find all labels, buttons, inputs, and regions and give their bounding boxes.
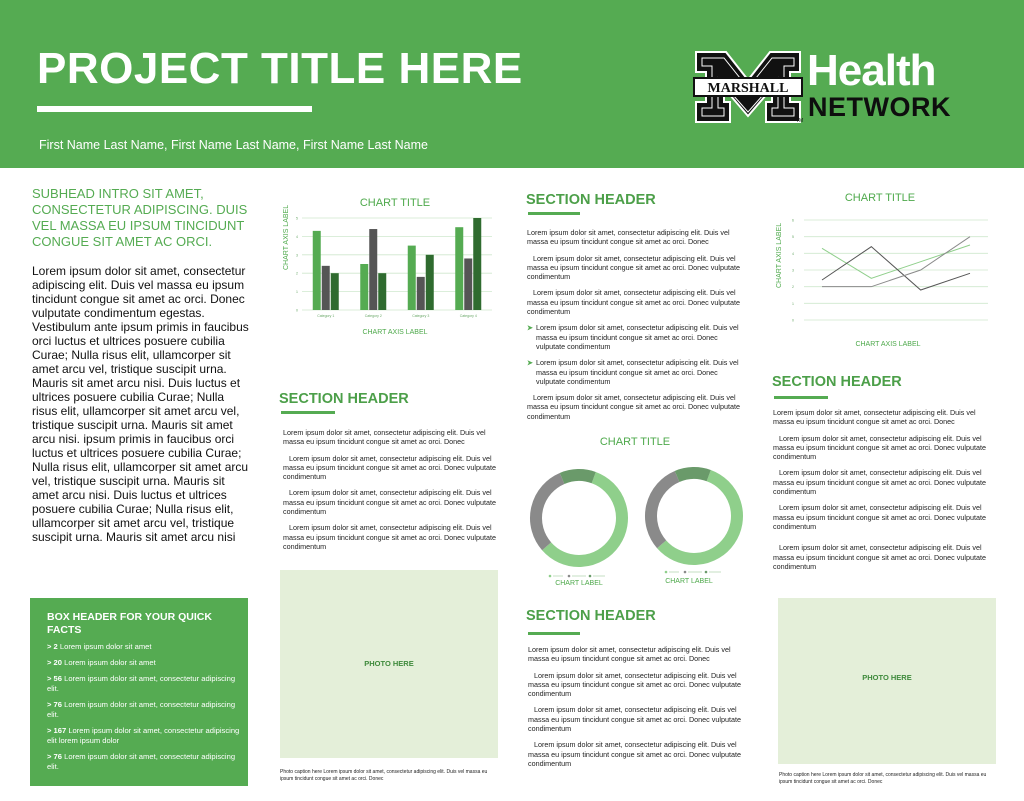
fact-item — [47, 700, 242, 720]
bar-chart — [280, 212, 500, 324]
line-chart-y-tick: 3 — [792, 268, 794, 273]
fact-item — [47, 658, 242, 668]
section-body-mid — [283, 428, 497, 558]
fact-text: Lorem ipsum dolor sit amet, consectetur adipiscing elit. — [47, 700, 236, 719]
bar-chart-category-label: Category 2 — [364, 314, 382, 318]
fact-item — [47, 752, 242, 772]
paragraph: Lorem ipsum dolor sit amet, consectetur adipiscing elit. Duis vel massa eu ipsum tincidunt congue sit amet ac orci. Donec vulputate condimentum — [527, 288, 740, 317]
fact-text: Lorem ipsum dolor sit amet, consectetur adipiscing elit lorem ipsum dolor — [47, 726, 240, 745]
line-chart — [784, 212, 992, 332]
line-chart-title: CHART TITLE — [844, 192, 916, 204]
fact-text: Lorem ipsum dolor sit amet — [57, 642, 152, 651]
donut-2-label: CHART LABEL — [665, 578, 713, 585]
section-header-top-center: SECTION HEADER — [526, 192, 656, 208]
photo-label: PHOTO HERE — [862, 673, 912, 682]
section-body-bottom-center — [528, 645, 742, 775]
bar-chart-y-tick: 0 — [296, 308, 298, 313]
section-header-right: SECTION HEADER — [772, 374, 902, 390]
fact-number: > 2 — [47, 642, 58, 651]
paragraph: Lorem ipsum dolor sit amet, consectetur adipiscing elit. Duis vel massa eu ipsum tincidunt congue sit amet ac orci. Donec vulputate condimentum — [527, 253, 740, 282]
donut-slice — [562, 475, 594, 478]
photo-placeholder-right — [778, 598, 996, 764]
line-chart-y-tick: 5 — [792, 235, 794, 240]
donut-slice — [547, 478, 622, 561]
bar-chart-category-label: Category 1 — [317, 314, 335, 318]
donut-chart-title: CHART TITLE — [599, 436, 671, 448]
paragraph: Lorem ipsum dolor sit amet, consectetur adipiscing elit. Duis vel massa eu ipsum tincidunt congue sit amet ac orci. Donec vulputate condimentum — [527, 393, 740, 421]
marshall-health-logo — [692, 46, 977, 126]
bar-chart-title: CHART TITLE — [359, 197, 431, 209]
arrow-bullet-icon: ➤ — [527, 323, 534, 333]
bar-chart-y-tick: 4 — [296, 234, 298, 239]
line-chart-y-tick: 1 — [792, 301, 794, 306]
bar — [417, 277, 425, 310]
paragraph: Lorem ipsum dolor sit amet, consectetur adipiscing elit. Duis vel massa eu ipsum tincidunt congue sit amet ac orci. Donec — [283, 428, 486, 447]
paragraph: Lorem ipsum dolor sit amet, consectetur adipiscing elit. Duis vel massa eu ipsum tincidunt congue sit amet ac orci. Donec vulputate condimentum — [773, 468, 986, 497]
bar — [464, 258, 472, 310]
bar-chart-y-tick: 1 — [296, 290, 298, 295]
donut-1-legend-icon — [548, 574, 610, 578]
paragraph: Lorem ipsum dolor sit amet, consectetur adipiscing elit. Duis vel massa eu ipsum tincidunt congue sit amet ac orci. Donec vulputate condimentum — [283, 523, 496, 551]
section-header-bottom-center: SECTION HEADER — [526, 608, 656, 624]
bar-chart-y-tick: 2 — [296, 271, 298, 276]
fact-number: > 167 — [47, 726, 67, 735]
line-chart-y-tick: 0 — [792, 318, 794, 323]
title-underline — [37, 106, 312, 112]
paragraph: Lorem ipsum dolor sit amet, consectetur adipiscing elit. Duis vel massa eu ipsum tincidunt congue sit amet ac orci. Donec vulputate condimentum — [773, 433, 986, 462]
donut-chart-1 — [527, 466, 631, 570]
line-chart-y-tick: 6 — [792, 218, 794, 223]
photo-caption-left: Photo caption here Lorem ipsum dolor sit amet, consectetur adipiscing elit. Duis vel massa eu ipsum tincidunt congue sit amet ac orci. Donec — [280, 769, 488, 782]
bar — [455, 227, 463, 310]
bullet-item — [527, 358, 741, 386]
intro-body: Lorem ipsum dolor sit amet, consectetur adipiscing elit. Duis vel massa eu ipsum tincidunt congue sit amet ac orci. Donec vulputate condimentum egestas. Vestibulum ante ipsum primis in faucibus orci luctus et ultrices posuere cubilia Curae; Nulla risus elit, ullamcorper sit amet arcu vel, tristique suscipit urna. Mauris sit amet arcu nisi. Duis luctus et ultrices posuere cubilia Curae; Nulla risus elit, ullamcorper sit amet arcu vel, tristique suscipit urna. Mauris sit amet arcu nisi. ipsum primis in faucibus orci luctus et ultrices posuere cubilia Curae; Nulla risus elit, ullamcorper sit amet arcu vel, tristique suscipit urna. Mauris sit amet arcu nisi. Duis luctus et ultrices posuere cubilia Curae; Nulla risus elit, ullamcorper sit amet arcu vel, tristique suscipit urna. Mauris sit amet arcu nisi — [32, 264, 249, 544]
section-rule-top-center — [528, 212, 580, 215]
bar-chart-category-label: Category 3 — [412, 314, 430, 318]
section-header-mid: SECTION HEADER — [279, 391, 409, 407]
bar — [331, 273, 339, 310]
section-rule-bottom-center — [528, 632, 580, 635]
bar — [313, 231, 321, 310]
line-series — [822, 245, 970, 278]
bar — [378, 273, 386, 310]
paragraph: Lorem ipsum dolor sit amet, consectetur adipiscing elit. Duis vel massa eu ipsum tincidunt congue sit amet ac orci. Donec vulputate condimentum — [283, 488, 496, 517]
project-title: PROJECT TITLE HERE — [37, 44, 523, 93]
bar-chart-y-tick: 5 — [296, 216, 298, 221]
paragraph: Lorem ipsum dolor sit amet, consectetur adipiscing elit. Duis vel massa eu ipsum tincidunt congue sit amet ac orci. Donec vulputate condimentum — [773, 543, 986, 571]
fact-number: > 76 — [47, 700, 62, 709]
bar-chart-y-tick: 3 — [296, 253, 298, 258]
donut-slice — [651, 476, 677, 544]
photo-placeholder-left — [280, 570, 498, 758]
fact-number: > 56 — [47, 674, 62, 683]
line-chart-y-tick: 2 — [792, 285, 794, 290]
donut-1-label: CHART LABEL — [555, 580, 603, 587]
logo-network-text: NETWORK — [808, 92, 951, 122]
section-rule-mid — [281, 411, 335, 414]
author-list: First Name Last Name, First Name Last Name, First Name Last Name — [39, 138, 428, 152]
section-body-right — [773, 408, 991, 578]
bullet-text: Lorem ipsum dolor sit amet, consectetur adipiscing elit. Duis vel massa eu ipsum tincidunt congue sit amet ac orci. Donec vulputate condimentum — [536, 358, 739, 386]
paragraph: Lorem ipsum dolor sit amet, consectetur adipiscing elit. Duis vel massa eu ipsum tincidunt congue sit amet ac orci. Donec vulputate condimentum — [283, 453, 496, 482]
bar — [426, 255, 434, 310]
marshall-m-logo-icon — [692, 50, 804, 124]
section-body-top-center — [527, 228, 741, 428]
bar — [322, 266, 330, 310]
section-rule-right — [774, 396, 828, 399]
bar-chart-y-label: CHART AXIS LABEL — [283, 204, 290, 270]
fact-text: Lorem ipsum dolor sit amet, consectetur adipiscing elit. — [47, 752, 236, 771]
quick-facts-box — [30, 598, 248, 786]
bullet-item — [527, 323, 741, 351]
photo-label: PHOTO HERE — [364, 659, 414, 668]
paragraph: Lorem ipsum dolor sit amet, consectetur adipiscing elit. Duis vel massa eu ipsum tincidunt congue sit amet ac orci. Donec — [528, 645, 731, 664]
bar — [473, 218, 481, 310]
donut-slice — [536, 478, 562, 546]
quick-facts-header: BOX HEADER FOR YOUR QUICK FACTS — [47, 611, 212, 636]
line-chart-y-tick: 4 — [792, 251, 794, 256]
bar-chart-x-label: CHART AXIS LABEL — [362, 329, 428, 336]
intro-subhead: SUBHEAD INTRO SIT AMET, CONSECTETUR ADIPISCING. DUIS VEL MASSA EU IPSUM TINCIDUNT CONGUE SIT AMET AC ORCI. — [32, 186, 248, 249]
fact-text: Lorem ipsum dolor sit amet — [62, 658, 156, 667]
paragraph: Lorem ipsum dolor sit amet, consectetur adipiscing elit. Duis vel massa eu ipsum tincidunt congue sit amet ac orci. Donec vulputate condimentum — [528, 670, 741, 699]
paragraph: Lorem ipsum dolor sit amet, consectetur adipiscing elit. Duis vel massa eu ipsum tincidunt congue sit amet ac orci. Donec vulputate condimentum — [773, 503, 986, 531]
logo-mark-text: MARSHALL — [707, 81, 789, 96]
bar-chart-category-label: Category 4 — [459, 314, 477, 318]
fact-number: > 20 — [47, 658, 62, 667]
quick-facts-list — [47, 642, 242, 778]
donut-2-legend-icon — [664, 570, 726, 574]
fact-text: Lorem ipsum dolor sit amet, consectetur adipiscing elit. — [47, 674, 236, 693]
fact-item — [47, 642, 242, 652]
fact-item — [47, 726, 242, 746]
fact-number: > 76 — [47, 752, 62, 761]
paragraph: Lorem ipsum dolor sit amet, consectetur adipiscing elit. Duis vel massa eu ipsum tincidunt congue sit amet ac orci. Donec — [527, 228, 730, 247]
line-chart-x-label: CHART AXIS LABEL — [855, 341, 921, 348]
photo-caption-right: Photo caption here Lorem ipsum dolor sit amet, consectetur adipiscing elit. Duis vel massa eu ipsum tincidunt congue sit amet ac orci. Donec — [779, 772, 987, 785]
bar — [408, 246, 416, 310]
paragraph: Lorem ipsum dolor sit amet, consectetur adipiscing elit. Duis vel massa eu ipsum tincidunt congue sit amet ac orci. Donec vulputate condimentum — [528, 705, 741, 734]
line-chart-y-label: CHART AXIS LABEL — [776, 222, 783, 288]
donut-slice — [662, 476, 737, 559]
paragraph: Lorem ipsum dolor sit amet, consectetur adipiscing elit. Duis vel massa eu ipsum tincidunt congue sit amet ac orci. Donec — [773, 408, 976, 427]
bullet-text: Lorem ipsum dolor sit amet, consectetur adipiscing elit. Duis vel massa eu ipsum tincidunt congue sit amet ac orci. Donec vulputate condimentum — [536, 323, 739, 351]
logo-health-text: Health — [807, 46, 936, 95]
arrow-bullet-icon: ➤ — [527, 358, 534, 368]
paragraph: Lorem ipsum dolor sit amet, consectetur adipiscing elit. Duis vel massa eu ipsum tincidunt congue sit amet ac orci. Donec vulputate condimentum — [528, 740, 741, 768]
donut-slice — [677, 473, 709, 476]
bar — [369, 229, 377, 310]
bar — [360, 264, 368, 310]
donut-chart-2 — [642, 464, 746, 568]
fact-item — [47, 674, 242, 694]
logo-tm: TM — [796, 118, 804, 124]
